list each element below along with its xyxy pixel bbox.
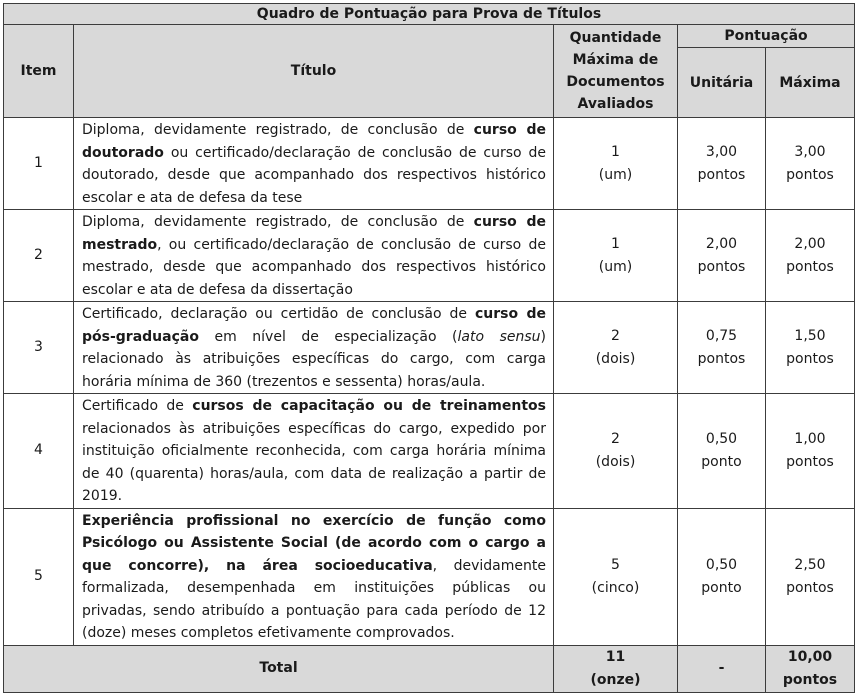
total-max-line: 10,00 — [787, 648, 833, 665]
row-quantity — [554, 394, 678, 509]
description-segment: relacionados às atribuições específicas do cargo, expedido por instituição oficialmente reconhecida, com carga horária mínima de 40 (quarenta) horas/aula, com data de realização a partir de 2019. — [82, 420, 546, 504]
row-quantity — [554, 508, 678, 645]
table-row — [4, 302, 855, 394]
row-quantity-line: 2 — [611, 430, 620, 447]
row-unit-score — [678, 210, 766, 302]
row-max-score — [766, 302, 855, 394]
row-quantity-line: 1 — [611, 143, 620, 160]
row-unit-score — [678, 302, 766, 394]
row-max-score-line: pontos — [786, 350, 834, 367]
header-titulo: Título — [74, 25, 554, 118]
row-unit-score-line: pontos — [697, 350, 746, 367]
row-unit-score-line: 0,75 — [705, 327, 738, 344]
header-quantidade-line: Documentos — [566, 74, 665, 90]
row-quantity — [554, 118, 678, 210]
table-row — [4, 508, 855, 645]
row-max-score-line: pontos — [786, 258, 834, 275]
header-unitaria: Unitária — [678, 48, 766, 118]
row-max-score-line: 2,50 — [794, 556, 826, 573]
total-label: Total — [4, 645, 554, 692]
total-qty-line: 11 — [605, 648, 626, 665]
row-quantity-line: 2 — [611, 327, 620, 344]
row-max-score-line: pontos — [786, 453, 834, 470]
header-quantidade — [554, 25, 678, 118]
row-max-score-line: 2,00 — [794, 235, 826, 252]
row-description — [74, 210, 554, 302]
description-segment: curso de mestrado — [82, 214, 547, 253]
row-quantity-line: (dois) — [595, 350, 636, 367]
row-unit-score-line: 0,50 — [705, 556, 738, 573]
description-segment: , ou certificado/declaração de conclusão de curso de mestrado, desde que acompanhado dos respectivos histórico escolar e ata de defesa da dissertação — [82, 236, 546, 298]
row-item-number: 4 — [4, 394, 74, 509]
row-max-score-line: 1,50 — [794, 327, 826, 344]
row-description — [74, 508, 554, 645]
row-unit-score-line: ponto — [701, 453, 742, 470]
row-unit-score-line: 2,00 — [705, 235, 738, 252]
row-max-score-line: pontos — [786, 166, 834, 183]
row-description — [74, 302, 554, 394]
header-quantidade-line: Quantidade — [569, 30, 662, 46]
description-segment: ou certificado/declaração de conclusão de curso de doutorado, desde que acompanhado dos respectivos histórico escolar e ata de defesa da tese — [82, 144, 546, 206]
total-qty-line: (onze) — [590, 671, 641, 688]
table-title: Quadro de Pontuação para Prova de Títulos — [4, 4, 855, 25]
row-unit-score — [678, 118, 766, 210]
row-unit-score-line: pontos — [697, 166, 746, 183]
row-max-score-line: 1,00 — [794, 430, 826, 447]
row-quantity — [554, 210, 678, 302]
row-item-number: 5 — [4, 508, 74, 645]
row-quantity-line: 5 — [611, 556, 620, 573]
row-item-number: 2 — [4, 210, 74, 302]
row-unit-score-line: pontos — [697, 258, 746, 275]
row-quantity — [554, 302, 678, 394]
header-quantidade-line: Máxima de — [572, 52, 659, 68]
row-max-score — [766, 210, 855, 302]
total-max-line: pontos — [782, 671, 838, 688]
table-row — [4, 210, 855, 302]
row-max-score-line: 3,00 — [794, 143, 826, 160]
row-max-score — [766, 508, 855, 645]
row-quantity-line: (um) — [598, 166, 633, 183]
row-item-number: 3 — [4, 302, 74, 394]
table-body — [4, 118, 855, 646]
row-unit-score — [678, 394, 766, 509]
description-segment: ) relacionado às atribuições específicas do cargo, com carga horária mínima de 360 (trezentos e sessenta) horas/aula. — [82, 328, 547, 390]
description-segment: cursos de capacitação ou de treinamentos — [192, 398, 546, 414]
description-segment: curso de pós-graduação — [82, 306, 546, 345]
header-maxima: Máxima — [766, 48, 855, 118]
description-segment: curso de doutorado — [82, 122, 547, 161]
row-description — [74, 118, 554, 210]
row-unit-score — [678, 508, 766, 645]
table-row — [4, 118, 855, 210]
row-unit-score-line: 3,00 — [705, 143, 738, 160]
row-unit-score-line: 0,50 — [705, 430, 738, 447]
description-segment: lato sensu — [457, 328, 541, 345]
description-segment: em nível de especialização ( — [198, 328, 458, 345]
description-segment: Experiência profissional no exercício de função como Psicólogo ou Assistente Social (de acordo com o cargo a que concorre), na área socioeducativa — [82, 512, 546, 574]
row-quantity-line: (dois) — [595, 453, 636, 470]
table-row — [4, 394, 855, 509]
description-segment: Certificado de — [82, 398, 193, 414]
row-max-score — [766, 118, 855, 210]
header-quantidade-line: Avaliados — [577, 96, 654, 112]
row-item-number: 1 — [4, 118, 74, 210]
description-segment: Certificado, declaração ou certidão de conclusão de — [82, 306, 475, 322]
row-quantity-line: (um) — [598, 258, 633, 275]
description-segment: , devidamente formalizada, desempenhada em instituições públicas ou privadas, sendo atribuído a pontuação para cada período de 12 (doze) meses completos efetivamente comprovados. — [82, 557, 546, 641]
row-max-score-line: pontos — [786, 579, 834, 596]
total-unit: - — [678, 645, 766, 692]
description-segment: Diploma, devidamente registrado, de conclusão de — [82, 214, 474, 230]
scoring-table — [3, 3, 855, 693]
row-unit-score-line: ponto — [701, 579, 742, 596]
row-quantity-line: 1 — [611, 235, 620, 252]
row-description — [74, 394, 554, 509]
header-pontuacao: Pontuação — [678, 25, 855, 48]
description-segment: Diploma, devidamente registrado, de conclusão de — [82, 122, 474, 138]
header-item: Item — [4, 25, 74, 118]
row-max-score — [766, 394, 855, 509]
row-quantity-line: (cinco) — [591, 579, 640, 596]
